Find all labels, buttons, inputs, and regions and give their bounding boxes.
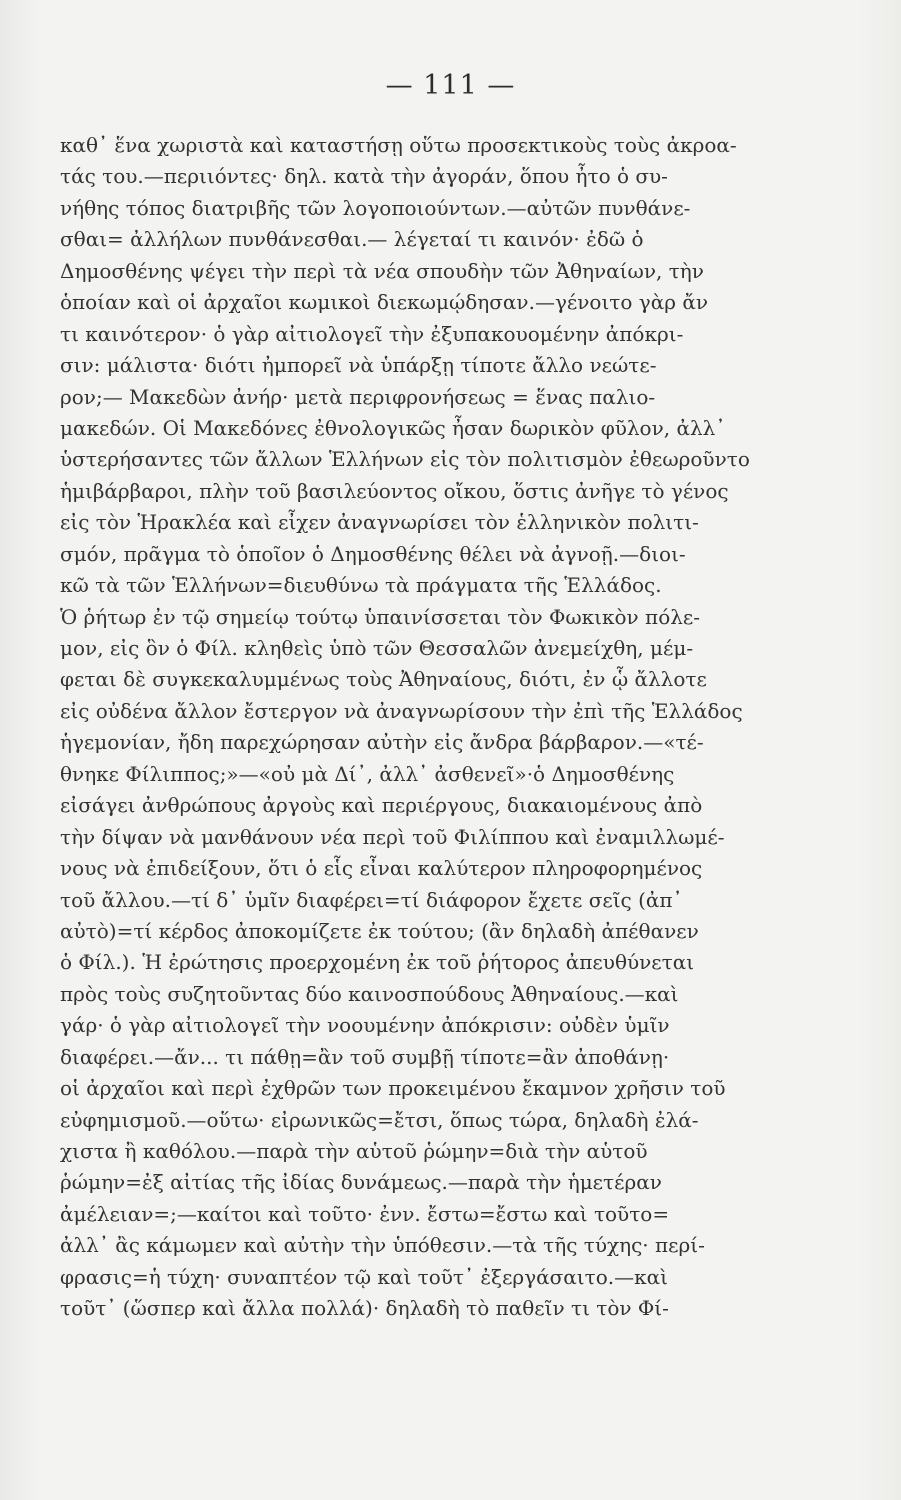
text-line: νους νὰ ἐπιδείξουν, ὅτι ὁ εἷς εἶναι καλύτερον πληροφορημένος [60,856,703,881]
text-line: χιστα ἢ καθόλου.—παρὰ τὴν αὑτοῦ ῥώμην=διὰ τὴν αὑτοῦ [60,1139,648,1163]
text-line: αὐτὸ)=τί κέρδος ἀποκομίζετε ἐκ τούτου; (ἂν δηλαδὴ ἀπέθανεν [60,918,699,943]
text-line: οἱ ἀρχαῖοι καὶ περὶ ἐχθρῶν των προκειμένου ἔκαμνον χρῆσιν τοῦ [60,1076,726,1101]
text-line: Ὁ ῥήτωρ ἐν τῷ σημείῳ τούτῳ ὑπαινίσσεται τὸν Φωκικὸν πόλε- [60,604,701,629]
text-line: σθαι= ἀλλήλων πυνθάνεσθαι.— λέγεταί τι καινόν· ἐδῶ ὁ [60,227,644,252]
text-line: ὁποίαν καὶ οἱ ἀρχαῖοι κωμικοὶ διεκωμῴδησαν.—γένοιτο γὰρ ἄν [60,290,709,315]
text-line: τοῦτ᾽ (ὥσπερ καὶ ἄλλα πολλά)· δηλαδὴ τὸ παθεῖν τι τὸν Φί- [60,1296,669,1321]
text-line: τὴν δίψαν νὰ μανθάνουν νέα περὶ τοῦ Φιλίππου καὶ ἐναμιλλωμέ- [60,824,725,849]
text-line: νήθης τόπος διατριβῆς τῶν λογοποιούντων.—αὐτῶν πυνθάνε- [60,195,691,220]
text-line: ἀμέλειαν=;—καίτοι καὶ τοῦτο· ἐνν. ἔστω=ἔστω καὶ τοῦτο= [60,1201,670,1226]
text-line: ρον;— Μακεδὼν ἀνήρ· μετὰ περιφρονήσεως = ἕνας παλιο- [60,384,656,409]
text-line: διαφέρει.—ἄν... τι πάθῃ=ἂν τοῦ συμβῇ τίποτε=ἂν ἀποθάνῃ· [60,1044,670,1069]
text-line: ἀλλ᾽ ἂς κάμωμεν καὶ αὐτὴν τὴν ὑπόθεσιν.—τὰ τῆς τύχης· περί- [60,1233,705,1258]
text-line: εὐφημισμοῦ.—οὕτω· εἰρωνικῶς=ἔτσι, ὅπως τώρα, δηλαδὴ ἐλά- [60,1107,699,1132]
text-line: Δημοσθένης ψέγει τὴν περὶ τὰ νέα σπουδὴν τῶν Ἀθηναίων, τὴν [60,258,704,283]
text-line: ἡγεμονίαν, ἤδη παρεχώρησαν αὐτὴν εἰς ἄνδρα βάρβαρον.—«τέ- [60,730,704,755]
text-line: καθ᾽ ἕνα χωριστὰ καὶ καταστήσῃ οὕτω προσεκτικοὺς τοὺς ἀκροα- [60,133,737,157]
text-line: σιν: μάλιστα· διότι ἠμπορεῖ νὰ ὑπάρξῃ τίποτε ἄλλο νεώτε- [60,353,657,378]
text-line: εἰς οὐδένα ἄλλον ἔστεργον νὰ ἀναγνωρίσουν τὴν ἐπὶ τῆς Ἑλλάδος [60,698,743,723]
text-line: φεται δὲ συγκεκαλυμμένως τοὺς Ἀθηναίους, διότι, ἐν ᾧ ἄλλοτε [60,667,707,692]
page-number: — 111 — [385,70,516,101]
text-line: θνηκε Φίλιππος;»—«οὐ μὰ Δί᾽, ἀλλ᾽ ἀσθενεῖ»·ὁ Δημοσθένης [60,761,675,786]
text-line: τι καινότερον· ὁ γὰρ αἰτιολογεῖ τὴν ἐξυπακουομένην ἀπόκρι- [60,321,684,346]
text-line: φρασις=ἡ τύχη· συναπτέον τῷ καὶ τοῦτ᾽ ἐξεργάσαιτο.—καὶ [60,1264,668,1289]
text-line: τάς του.—περιιόντες· δηλ. κατὰ τὴν ἀγοράν, ὅπου ἦτο ὁ συ- [60,164,668,189]
text-line: εἰσάγει ἀνθρώπους ἀργοὺς καὶ περιέργους, διακαιομένους ἀπὸ [60,793,703,818]
text-line: εἰς τὸν Ἡρακλέα καὶ εἶχεν ἀναγνωρίσει τὸν ἑλληνικὸν πολιτι- [60,510,699,535]
text-line: μακεδών. Οἱ Μακεδόνες ἐθνολογικῶς ἦσαν δωρικὸν φῦλον, ἀλλ᾽ [60,415,726,440]
text-line: ἡμιβάρβαροι, πλὴν τοῦ βασιλεύοντος οἴκου, ὅστις ἀνῆγε τὸ γένος [60,478,729,503]
text-line: ὑστερήσαντες τῶν ἄλλων Ἑλλήνων εἰς τὸν πολιτισμὸν ἐθεωροῦντο [60,447,750,472]
text-line: σμόν, πρᾶγμα τὸ ὁποῖον ὁ Δημοσθένης θέλει νὰ ἀγνοῇ.—διοι- [60,541,686,566]
text-line: πρὸς τοὺς συζητοῦντας δύο καινοσπούδους Ἀθηναίους.—καὶ [60,981,679,1006]
text-line: ὁ Φίλ.). Ἡ ἐρώτησις προερχομένη ἐκ τοῦ ῥήτορος ἀπευθύνεται [60,950,695,975]
commentary-text [60,130,780,1325]
text-line: κῶ τὰ τῶν Ἑλλήνων=διευθύνω τὰ πράγματα τῆς Ἑλλάδος. [60,573,662,598]
text-line: μον, εἰς ὃν ὁ Φίλ. κληθεὶς ὑπὸ τῶν Θεσσαλῶν ἀνεμείχθη, μέμ- [60,636,694,660]
text-line: τοῦ ἄλλου.—τί δ᾽ ὑμῖν διαφέρει=τί διάφορον ἔχετε σεῖς (ἀπ᾽ [60,887,683,912]
text-line: γάρ· ὁ γὰρ αἰτιολογεῖ τὴν νοουμένην ἀπόκρισιν: οὐδὲν ὑμῖν [60,1013,670,1038]
text-line: ῥώμην=ἐξ αἰτίας τῆς ἰδίας δυνάμεως.—παρὰ τὴν ἡμετέραν [60,1170,662,1195]
